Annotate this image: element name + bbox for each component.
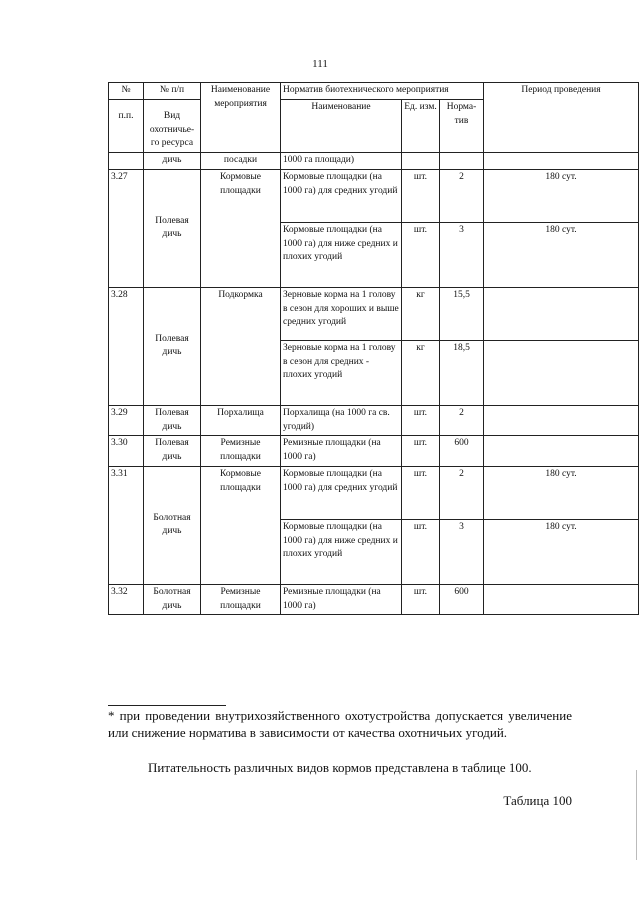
row-item-norm: 15,5 bbox=[440, 287, 484, 340]
nutrition-text: Питательность различных видов кормов представлена в таблице 100. bbox=[148, 760, 532, 775]
row-item-norm: 2 bbox=[440, 466, 484, 519]
carryover-name: 1000 га площади) bbox=[281, 153, 402, 170]
header-num-cell bbox=[109, 83, 144, 100]
row-item-name: Кормовые площадки (на 1000 га) для ниже средних и плохих угодий bbox=[281, 222, 402, 287]
carryover-num bbox=[109, 153, 144, 170]
row-item-unit: шт. bbox=[402, 519, 440, 584]
row-event: Ремизные площадки bbox=[201, 436, 281, 467]
header-resource-type: Вид охотничье-го ресурса bbox=[144, 99, 201, 152]
header-row-top bbox=[109, 83, 639, 100]
header-unit: Ед. изм. bbox=[402, 99, 440, 152]
row-item-unit: шт. bbox=[402, 405, 440, 436]
table-row bbox=[109, 584, 639, 615]
header-norm: Норма-тив bbox=[440, 99, 484, 152]
header-norm-group: Норматив биотехнического мероприятия bbox=[281, 83, 484, 100]
row-item-name: Зерновые корма на 1 голову в сезон для средних - плохих угодий bbox=[281, 340, 402, 405]
table-row bbox=[109, 169, 639, 222]
row-item-unit: шт. bbox=[402, 466, 440, 519]
biotech-norms-table bbox=[108, 82, 639, 615]
header-subnum-cell bbox=[144, 83, 201, 100]
row-item-unit: шт. bbox=[402, 436, 440, 467]
row-num: 3.32 bbox=[109, 584, 144, 615]
carryover-row bbox=[109, 153, 639, 170]
row-item-unit: шт. bbox=[402, 169, 440, 222]
row-num: 3.28 bbox=[109, 287, 144, 405]
header-period: Период проведения bbox=[484, 83, 639, 153]
row-item-name: Порхалища (на 1000 га св. угодий) bbox=[281, 405, 402, 436]
header-num-pp: п.п. bbox=[109, 99, 144, 152]
row-resource: Болотная дичь bbox=[144, 584, 201, 615]
footnote-rule bbox=[108, 705, 226, 706]
row-resource: Полевая дичь bbox=[144, 287, 201, 405]
row-item-period bbox=[484, 405, 639, 436]
row-item-name: Зерновые корма на 1 голову в сезон для хороших и выше средних угодий bbox=[281, 287, 402, 340]
row-item-norm: 2 bbox=[440, 405, 484, 436]
row-item-unit: кг bbox=[402, 287, 440, 340]
row-item-norm: 3 bbox=[440, 519, 484, 584]
row-item-name: Ремизные площадки (на 1000 га) bbox=[281, 584, 402, 615]
row-event: Подкормка bbox=[201, 287, 281, 405]
row-item-name: Кормовые площадки (на 1000 га) для средних угодий bbox=[281, 169, 402, 222]
next-table-caption: Таблица 100 bbox=[503, 793, 572, 808]
carryover-unit bbox=[402, 153, 440, 170]
row-item-norm: 3 bbox=[440, 222, 484, 287]
row-resource: Полевая дичь bbox=[144, 169, 201, 287]
row-resource: Полевая дичь bbox=[144, 405, 201, 436]
row-item-name: Ремизные площадки (на 1000 га) bbox=[281, 436, 402, 467]
row-num: 3.31 bbox=[109, 466, 144, 584]
row-item-period: 180 сут. bbox=[484, 519, 639, 584]
row-resource: Болотная дичь bbox=[144, 466, 201, 584]
carryover-resource: дичь bbox=[144, 153, 201, 170]
header-norm-name: Наименование bbox=[281, 99, 402, 152]
row-item-name: Кормовые площадки (на 1000 га) для ниже средних и плохих угодий bbox=[281, 519, 402, 584]
row-item-period bbox=[484, 287, 639, 340]
table-row bbox=[109, 436, 639, 467]
table-body bbox=[109, 83, 639, 615]
carryover-period bbox=[484, 153, 639, 170]
row-item-period: 180 сут. bbox=[484, 466, 639, 519]
row-item-norm: 600 bbox=[440, 436, 484, 467]
row-item-norm: 18,5 bbox=[440, 340, 484, 405]
row-event: Ремизные площадки bbox=[201, 584, 281, 615]
row-item-period bbox=[484, 584, 639, 615]
row-num: 3.30 bbox=[109, 436, 144, 467]
row-event: Кормовые площадки bbox=[201, 169, 281, 287]
row-item-unit: шт. bbox=[402, 222, 440, 287]
row-item-period: 180 сут. bbox=[484, 169, 639, 222]
footnote bbox=[108, 707, 572, 741]
row-item-period bbox=[484, 340, 639, 405]
row-item-period: 180 сут. bbox=[484, 222, 639, 287]
row-num: 3.27 bbox=[109, 169, 144, 287]
footnote-text: * при проведении внутрихозяйственного охотустройства допускается увеличение или снижение норматива в зависимости от качества охотничьих угодий. bbox=[108, 708, 572, 741]
scan-edge-mark bbox=[636, 770, 637, 860]
page-number: 111 bbox=[312, 58, 328, 70]
carryover-event: посадки bbox=[201, 153, 281, 170]
row-item-name: Кормовые площадки (на 1000 га) для средних угодий bbox=[281, 466, 402, 519]
row-event: Кормовые площадки bbox=[201, 466, 281, 584]
row-resource: Полевая дичь bbox=[144, 436, 201, 467]
row-num: 3.29 bbox=[109, 405, 144, 436]
row-event: Порхалища bbox=[201, 405, 281, 436]
header-event-name: Наименование мероприятия bbox=[201, 83, 281, 153]
row-item-unit: кг bbox=[402, 340, 440, 405]
row-item-norm: 600 bbox=[440, 584, 484, 615]
row-item-norm: 2 bbox=[440, 169, 484, 222]
carryover-norm bbox=[440, 153, 484, 170]
header-subnum: № п/п bbox=[159, 85, 185, 95]
row-item-period bbox=[484, 436, 639, 467]
table-row bbox=[109, 405, 639, 436]
table-row bbox=[109, 287, 639, 340]
header-num: № bbox=[121, 85, 131, 95]
row-item-unit: шт. bbox=[402, 584, 440, 615]
table-row bbox=[109, 466, 639, 519]
